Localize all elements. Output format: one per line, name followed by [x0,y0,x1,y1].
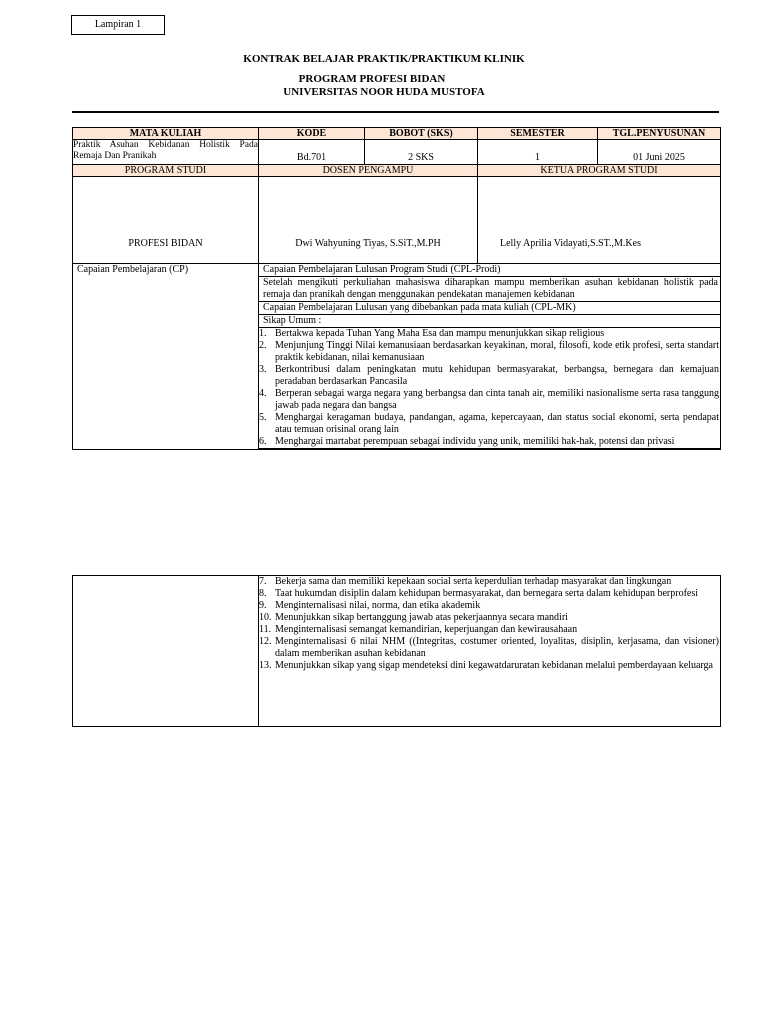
sikap-list-page1 [259,328,721,449]
list-item: 4. Berperan sebagai warga negara yang berbangsa dan cinta tanah air, memiliki nasionalisme serta rasa tanggung jawab pada negara dan bangsa [259,388,719,411]
header-kode: KODE [259,128,365,140]
header-bobot: BOBOT (SKS) [365,128,478,140]
header-tgl-penyusunan: TGL.PENYUSUNAN [598,128,721,140]
ketua-program-studi-value: Lelly Aprilia Vidayati,S.ST.,M.Kes [478,177,721,264]
tgl-penyusunan-value: 01 Juni 2025 [598,140,721,165]
contract-table [72,127,721,450]
semester-value: 1 [478,140,598,165]
list-item: 12. Menginternalisasi 6 nilai NHM ((Integritas, costumer oriented, loyalitas, disiplin, kerjasama, dan visioner) dalam memberikan asuhan kebidanan [259,636,719,659]
list-item: 1. Bertakwa kepada Tuhan Yang Maha Esa dan mampu menunjukkan sikap religious [259,328,605,339]
kode-value: Bd.701 [259,140,365,165]
list-item: 13. Menunjukkan sikap yang sigap mendeteksi dini kegawatdaruratan kebidanan melalui pemberdayaan keluarga [259,660,713,671]
program-studi-value: PROFESI BIDAN [73,177,259,264]
cpl-mk-heading: Capaian Pembelajaran Lulusan yang dibebankan pada mata kuliah (CPL-MK) [259,302,721,315]
list-item: 6. Menghargai martabat perempuan sebagai individu yang unik, memiliki hak-hak, potensi dan privasi [259,436,675,447]
program-title: PROGRAM PROFESI BIDAN [298,73,446,85]
header-program-studi: PROGRAM STUDI [73,165,259,177]
header-mata-kuliah: MATA KULIAH [73,128,259,140]
list-item: 8. Taat hukumdan disiplin dalam kehidupan bermasyarakat, dan bernegara serta dalam kehidupan berprofesi [259,588,699,599]
dosen-pengampu-value: Dwi Wahyuning Tiyas, S.SiT.,M.PH [259,177,478,264]
header-ketua-program-studi: KETUA PROGRAM STUDI [478,165,721,177]
list-item: 7. Bekerja sama dan memiliki kepekaan social serta keperdulian terhadap masyarakat dan lingkungan [259,576,672,587]
mata-kuliah-value: Praktik Asuhan Kebidanan Holistik Pada Remaja Dan Pranikah [73,140,259,165]
list-item: 9. Menginternalisasi nilai, norma, dan etika akademik [259,600,481,611]
list-item: 11. Menginternalisasi semangat kemandirian, keperjuangan dan kewirausahaan [259,624,578,635]
header-divider [72,111,719,113]
cpl-prodi-heading: Capaian Pembelajaran Lulusan Program Studi (CPL-Prodi) [259,264,721,277]
list-item: 10. Menunjukkan sikap bertanggung jawab atas pekerjaannya secara mandiri [259,612,568,623]
cp-label: Capaian Pembelajaran (CP) [73,264,259,450]
list-item: 5. Menghargai keragaman budaya, pandangan, agama, kepercayaan, dan status social ekonomi, serta pendapat atau temuan orisinal orang lain [259,412,719,435]
list-item: 3. Berkontribusi dalam peningkatan mutu kehidupan bermasyarakat, berbangsa, bernegara dan kemajuan peradaban berdasarkan Pancasila [259,364,719,387]
cp-label-continued [73,576,259,727]
bobot-value: 2 SKS [365,140,478,165]
sikap-umum-label: Sikap Umum : [259,315,721,328]
university-title: UNIVERSITAS NOOR HUDA MUSTOFA [283,86,485,98]
document-title: KONTRAK BELAJAR PRAKTIK/PRAKTIKUM KLINIK [243,53,525,65]
list-item: 2. Menjunjung Tinggi Nilai kemanusiaan berdasarkan keyakinan, moral, filosofi, kode etik profesi, serta standart praktik kebidanan, nilai kemanusiaan [259,340,719,363]
sikap-list-page2 [259,576,721,727]
header-semester: SEMESTER [478,128,598,140]
header-dosen-pengampu: DOSEN PENGAMPU [259,165,478,177]
lampiran-label: Lampiran 1 [71,15,165,35]
cpl-prodi-description: Setelah mengikuti perkuliahan mahasiswa diharapkan mampu memberikan asuhan kebidanan holistik pada remaja dan pranikah dengan menggunakan pendekatan manajemen kebidanan [259,277,721,302]
continuation-table [72,575,721,727]
